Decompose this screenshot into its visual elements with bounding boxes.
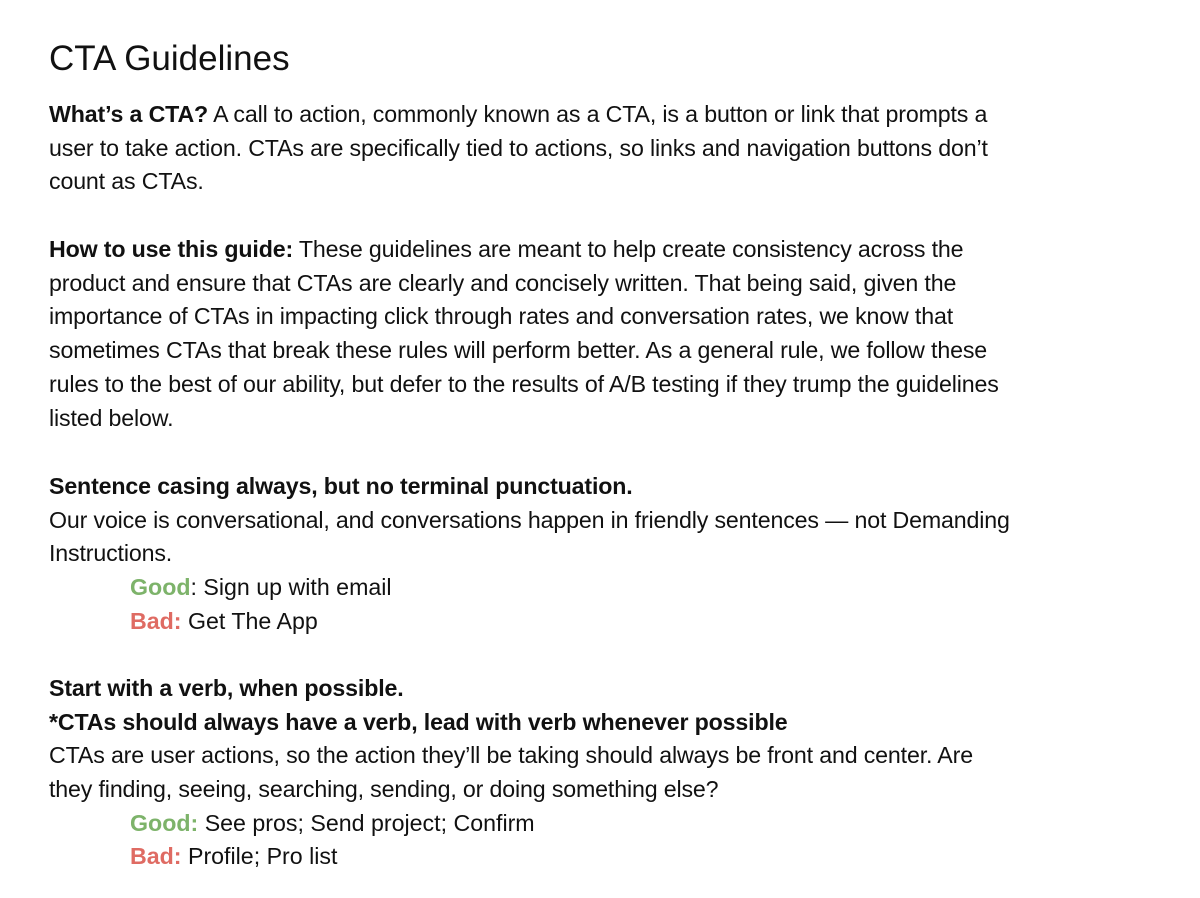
rule-casing-body-line-2: Instructions. (49, 540, 173, 567)
intro-line-1: A call to action, commonly known as a CTA, is a button or link that prompts a (208, 101, 988, 127)
good-label: Good: (130, 810, 199, 836)
how-to-line-1: These guidelines are meant to help create consistency across the (293, 236, 964, 262)
intro-line-3: count as CTAs. (49, 168, 204, 195)
how-to-line-4: sometimes CTAs that break these rules will perform better. As a general rule, we follow these (49, 337, 988, 364)
how-to-paragraph (49, 233, 1139, 435)
good-label: Good (130, 574, 191, 600)
intro-paragraph (49, 98, 1139, 199)
how-to-line-3: importance of CTAs in impacting click through rates and conversation rates, we know that (49, 303, 953, 330)
bad-label: Bad: (130, 608, 182, 634)
rule-casing-body-line-1: Our voice is conversational, and conversations happen in friendly sentences — not Demanding (49, 506, 1010, 533)
rule-verb-good-example (130, 807, 535, 841)
rule-casing-good-example (130, 571, 392, 605)
intro-line-2: user to take action. CTAs are specifically tied to actions, so links and navigation buttons don’t (49, 134, 988, 161)
bad-label: Bad: (130, 843, 182, 869)
bad-example-text: Get The App (181, 608, 318, 634)
how-to-line-6: listed below. (49, 404, 174, 431)
rule-casing-bad-example (130, 605, 318, 639)
bad-example-text: Profile; Pro list (181, 843, 338, 869)
how-to-line-2: product and ensure that CTAs are clearly and concisely written. That being said, given the (49, 269, 957, 296)
how-to-lead: How to use this guide: (49, 236, 294, 262)
rule-verb-bad-example (130, 840, 337, 874)
rule-verb-heading: Start with a verb, when possible. (49, 675, 404, 701)
how-to-line-5: rules to the best of our ability, but defer to the results of A/B testing if they trump the guidelines (49, 370, 999, 397)
page-title: CTA Guidelines (49, 39, 290, 78)
good-example-text: : Sign up with email (190, 574, 392, 600)
rule-casing-heading: Sentence casing always, but no terminal punctuation. (49, 473, 633, 499)
intro-lead: What’s a CTA? (49, 101, 209, 127)
rule-verb-body-line-2: they finding, seeing, searching, sending, or doing something else? (49, 776, 719, 803)
good-example-text: See pros; Send project; Confirm (198, 810, 535, 836)
rule-casing-section (49, 470, 1139, 571)
rule-verb-section (49, 672, 1139, 807)
rule-verb-subheading: *CTAs should always have a verb, lead with verb whenever possible (49, 708, 788, 735)
rule-verb-body-line-1: CTAs are user actions, so the action they’ll be taking should always be front and center. Are (49, 742, 973, 769)
